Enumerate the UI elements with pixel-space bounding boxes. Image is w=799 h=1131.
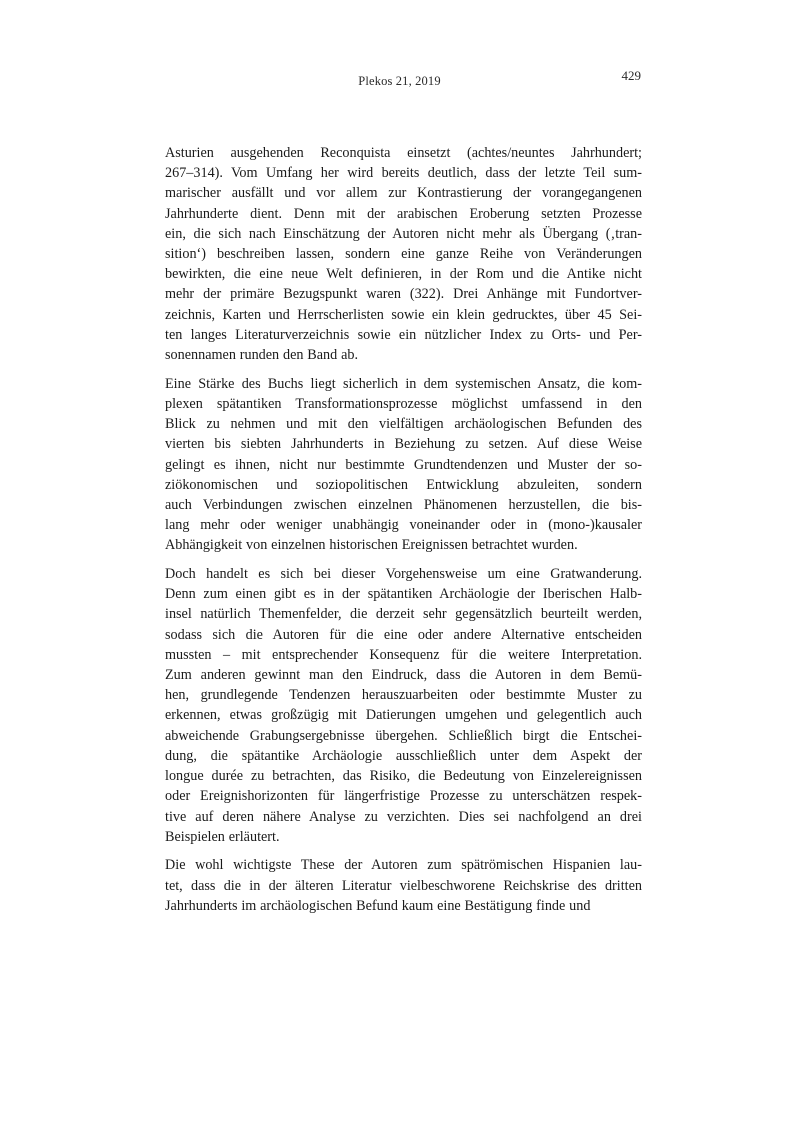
text-line: sonennamen runden den Band ab. (165, 347, 359, 364)
text-line: marischer ausfällt und vor allem zur Kontrastierung der vorangegangenen (165, 185, 642, 202)
text-line: tive auf deren nähere Analyse zu verzichten. Dies sei nachfolgend an drei (165, 808, 642, 825)
text-line: Blick zu nehmen und mit den vielfältigen archäologischen Befunden des (165, 416, 642, 433)
text-line: Asturien ausgehenden Reconquista einsetzt (achtes/neuntes Jahrhundert; (165, 145, 642, 161)
text-line: 267–314). Vom Umfang her wird bereits deutlich, dass der letzte Teil sum- (165, 165, 642, 182)
text-line: Zum anderen gewinnt man den Eindruck, dass die Autoren in dem Bemü- (165, 667, 642, 684)
running-head (0, 68, 799, 94)
body-paragraph (165, 855, 642, 916)
text-line: Beispielen erläutert. (165, 828, 280, 845)
text-line: longue durée zu betrachten, das Risiko, die Bedeutung von Einzelereignissen (165, 768, 642, 785)
body-paragraph (165, 143, 642, 365)
text-line: zeichnis, Karten und Herrscherlisten sowie ein klein gedrucktes, über 45 Sei- (165, 306, 642, 323)
text-line: Doch handelt es sich bei dieser Vorgehensweise um eine Gratwanderung. (165, 566, 642, 583)
text-line: Eine Stärke des Buchs liegt sicherlich in dem systemischen Ansatz, die kom- (165, 375, 642, 392)
text-line: Jahrhunderts im archäologischen Befund kaum eine Bestätigung finde und (165, 897, 591, 914)
text-line: hen, grundlegende Tendenzen herauszuarbeiten oder bestimmte Muster zu (165, 687, 642, 704)
text-line: mussten – mit entsprechender Konsequenz für die weitere Interpretation. (165, 646, 642, 663)
text-line: auch Verbindungen zwischen einzelnen Phänomenen herzustellen, die bis- (165, 496, 642, 513)
text-line: ziökonomischen und soziopolitischen Entwicklung abzuleiten, sondern (165, 476, 642, 493)
text-line: lang mehr oder weniger unabhängig voneinander oder in (mono-)kausaler (165, 517, 642, 534)
text-line: ten langes Literaturverzeichnis sowie ein nützlicher Index zu Orts- und Per- (165, 326, 642, 343)
text-line: gelingt es ihnen, nicht nur bestimmte Grundtendenzen und Muster der so- (165, 456, 642, 473)
text-line: tet, dass die in der älteren Literatur vielbeschworene Reichskrise des dritten (165, 877, 642, 894)
body-text-block (165, 143, 642, 916)
text-line: abweichende Grabungsergebnisse übergehen. Schließlich birgt die Entschei- (165, 727, 642, 744)
running-head-title: Plekos 21, 2019 (358, 74, 441, 88)
text-line: plexen spätantiken Transformationsprozesse möglichst umfassend in den (165, 395, 642, 412)
text-line: sodass sich die Autoren für die eine oder andere Alternative entscheiden (165, 626, 642, 643)
body-paragraph (165, 374, 642, 556)
text-line: vierten bis siebten Jahrhunderts in Beziehung zu setzen. Auf diese Weise (165, 436, 642, 453)
text-line: erkennen, etwas großzügig mit Datierungen umgehen und gelegentlich auch (165, 707, 642, 724)
body-paragraph (165, 564, 642, 847)
text-line: ein, die sich nach Einschätzung der Autoren nicht mehr als Übergang (‚tran- (165, 225, 642, 242)
text-line: sition‘) beschreiben lassen, sondern eine ganze Reihe von Veränderungen (165, 246, 642, 263)
text-line: mehr der primäre Bezugspunkt waren (322). Drei Anhänge mit Fundortver- (165, 286, 642, 303)
text-line: Jahrhunderte dient. Denn mit der arabischen Eroberung setzten Prozesse (165, 205, 642, 222)
text-line: insel natürlich Themenfelder, die derzeit sehr gegensätzlich beurteilt werden, (165, 606, 642, 623)
page-number: 429 (621, 68, 641, 83)
text-line: Abhängigkeit von einzelnen historischen Ereignissen betrachtet wurden. (165, 537, 578, 554)
text-line: bewirkten, die eine neue Welt definieren, in der Rom und die Antike nicht (165, 266, 642, 283)
text-line: dung, die spätantike Archäologie ausschließlich unter dem Aspekt der (165, 747, 642, 764)
text-line: Die wohl wichtigste These der Autoren zum spätrömischen Hispanien lau- (165, 857, 642, 874)
text-line: oder Ereignishorizonten für längerfristige Prozesse zu unterschätzen respek- (165, 788, 642, 805)
text-line: Denn zum einen gibt es in der spätantiken Archäologie der Iberischen Halb- (165, 586, 642, 603)
